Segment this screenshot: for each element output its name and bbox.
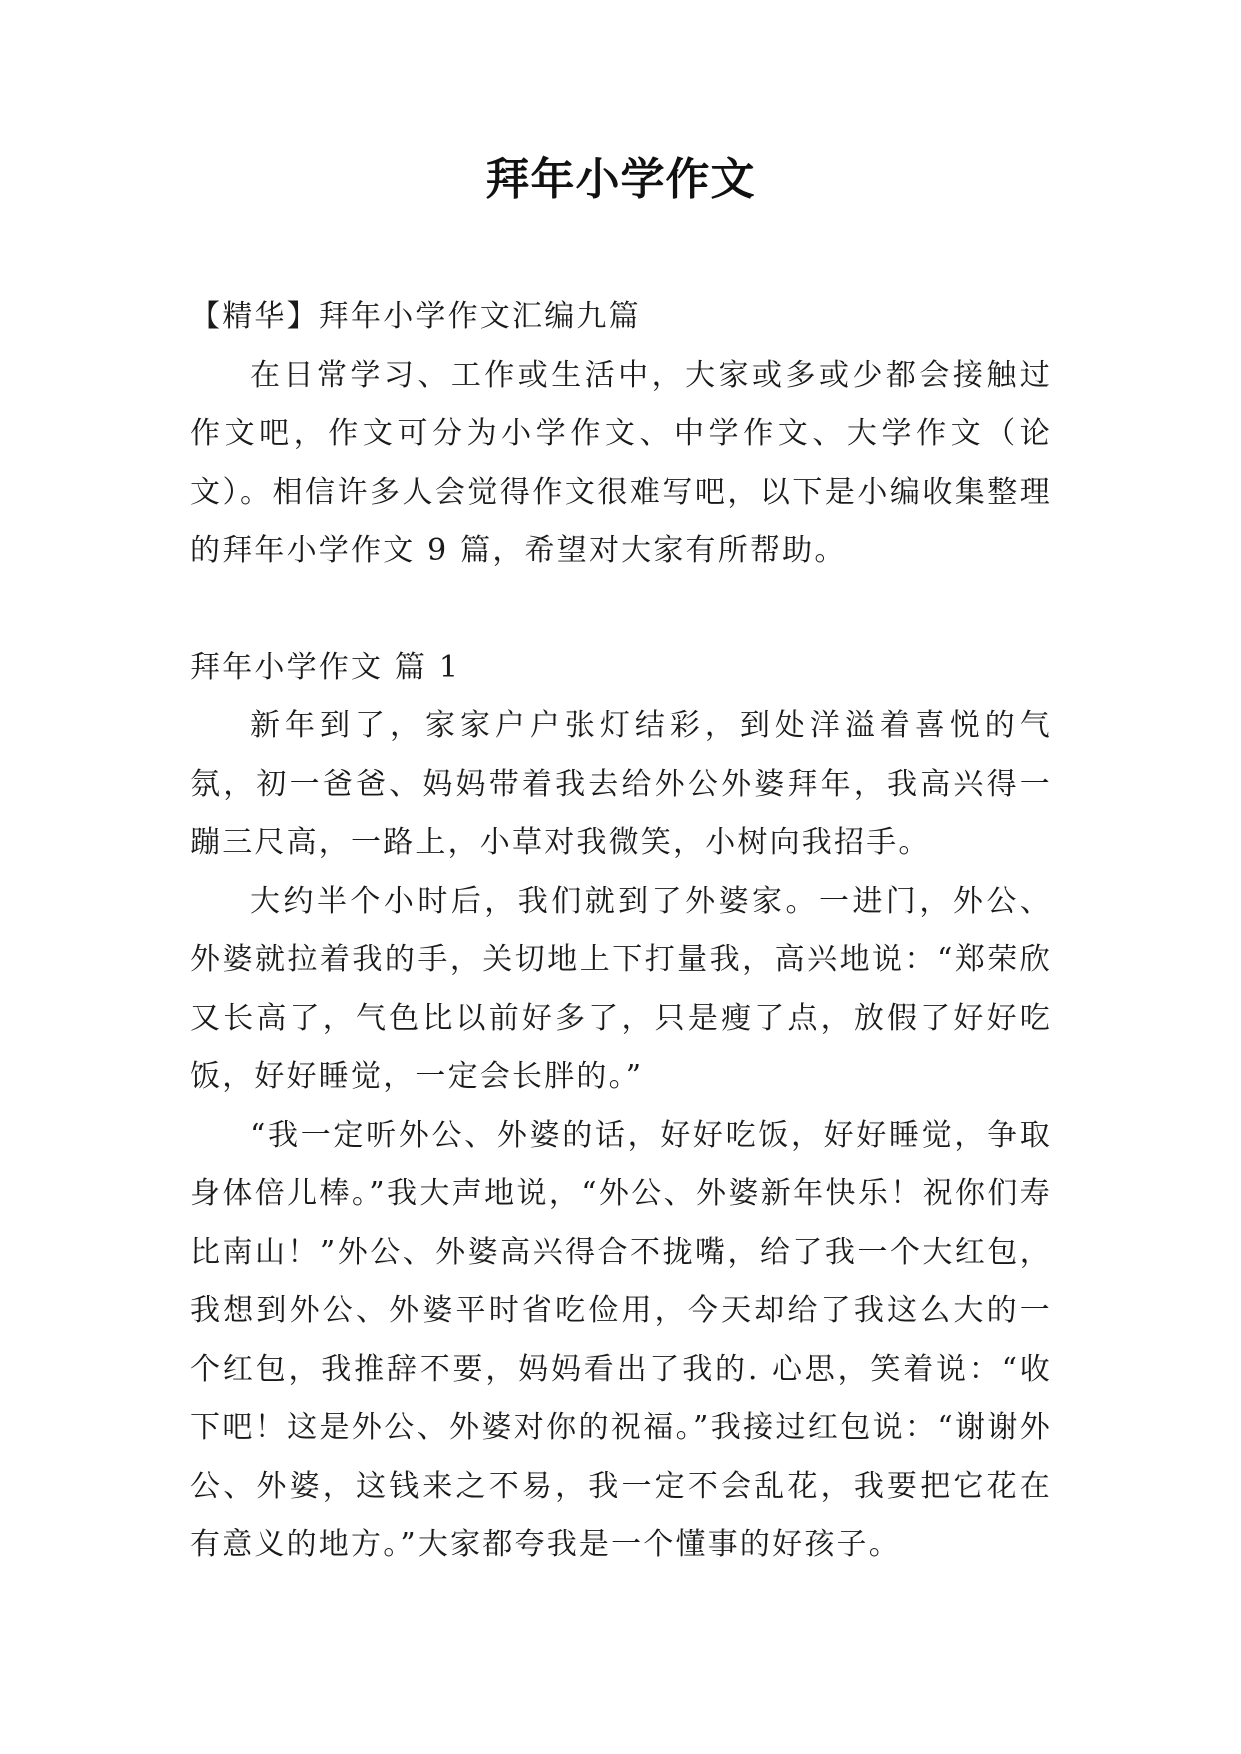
body-paragraph-2: 大约半个小时后，我们就到了外婆家。一进门，外公、外婆就拉着我的手，关切地上下打量我，高兴地说：“郑荣欣又长高了，气色比以前好多了，只是瘦了点，放假了好好吃饭，好好睡觉，一定会长胖的。” [190, 883, 1052, 1094]
body-paragraph-3: “我一定听外公、外婆的话，好好吃饭，好好睡觉，争取身体倍儿棒。”我大声地说，“外公、外婆新年快乐！祝你们寿比南山！”外公、外婆高兴得合不拢嘴，给了我一个大红包，我想到外公、外婆平时省吃俭用，今天却给了我这么大的一个红包，我推辞不要，妈妈看出了我的. 心思，笑着说：“收下吧！这是外公、外婆对你的祝福。”我接过红包说：“谢谢外公、外婆，这钱来之不易，我一定不会乱花，我要把它花在有意义的地方。”大家都夸我是一个懂事的好孩子。 [190, 1117, 1052, 1562]
section-heading: 拜年小学作文 篇 1 [190, 649, 461, 685]
section-spacer [190, 581, 1052, 639]
document-title: 拜年小学作文 [485, 154, 756, 205]
intro-paragraph: 在日常学习、工作或生活中，大家或多或少都会接触过作文吧，作文可分为小学作文、中学作文、大学作文（论文）。相信许多人会觉得作文很难写吧，以下是小编收集整理的拜年小学作文 9 篇，希望对大家有所帮助。 [190, 357, 1052, 568]
document-body [190, 288, 1052, 1575]
document-subtitle: 【精华】拜年小学作文汇编九篇 [190, 299, 641, 334]
body-paragraph-1: 新年到了，家家户户张灯结彩，到处洋溢着喜悦的气氛，初一爸爸、妈妈带着我去给外公外婆拜年，我高兴得一蹦三尺高，一路上，小草对我微笑，小树向我招手。 [190, 708, 1052, 860]
